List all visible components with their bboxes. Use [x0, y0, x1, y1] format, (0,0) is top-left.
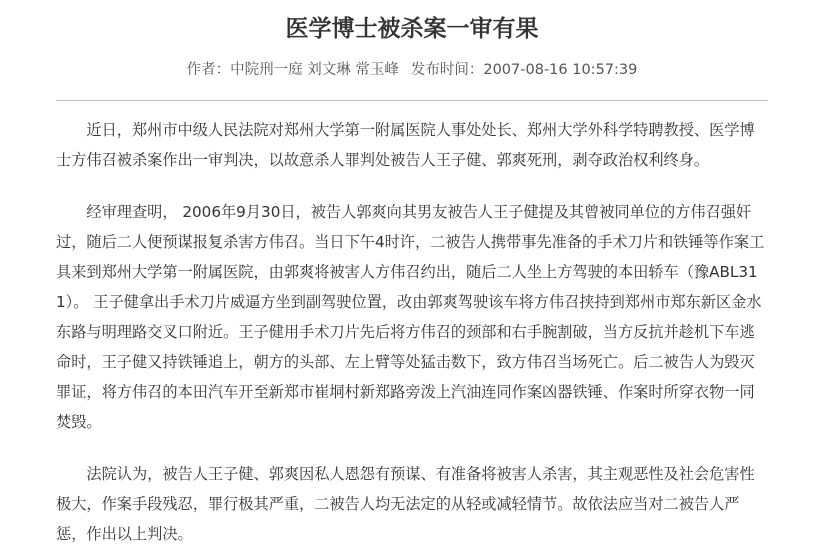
title-divider	[56, 100, 768, 101]
article-body	[56, 115, 768, 549]
publish-time: 2007-08-16 10:57:39	[483, 62, 638, 78]
article-title: 医学博士被杀案一审有果	[285, 16, 539, 42]
author-name: 中院刑一庭 刘文琳 常玉峰	[230, 62, 399, 78]
paragraph: 近日，郑州市中级人民法院对郑州大学第一附属医院人事处处长、郑州大学外科学特聘教授、医学博士方伟召被杀案作出一审判决，以故意杀人罪判处被告人王子健、郭爽死刑，剥夺政治权利终身。	[56, 121, 755, 169]
publish-time-label: 发布时间：	[410, 62, 484, 78]
article	[56, 0, 768, 549]
author-label: 作者：	[186, 62, 231, 78]
paragraph: 法院认为，被告人王子健、郭爽因私人恩怨有预谋、有准备将被害人杀害，其主观恶性及社会危害性极大，作案手段残忍，罪行极其严重，二被告人均无法定的从轻或减轻情节。故依法应当对二被告人严惩，作出以上判决。	[56, 465, 755, 543]
article-meta	[56, 58, 768, 82]
paragraph: 经审理查明， 2006年9月30日，被告人郭爽向其男友被告人王子健提及其曾被同单位的方伟召强奸过，随后二人便预谋报复杀害方伟召。当日下午4时许，二被告人携带事先准备的手术刀片和铁锤等作案工具来到郑州大学第一附属医院，由郭爽将被害人方伟召约出，随后二人坐上方驾驶的本田轿车（豫ABL311）。 王子健拿出手术刀片威逼方坐到副驾驶位置，改由郭爽驾驶该车将方伟召挟持到郑州市郑东新区金水东路与明理路交叉口附近。王子健用手术刀片先后将方伟召的颈部和右手腕割破，当方反抗并趁机下车逃命时，王子健又持铁锤追上，朝方的头部、左上臂等处猛击数下，致方伟召当场死亡。后二被告人为毁灭罪证，将方伟召的本田汽车开至新郑市崔垌村新郑路旁泼上汽油连同作案凶器铁锤、作案时所穿衣物一同焚毁。	[56, 203, 765, 431]
